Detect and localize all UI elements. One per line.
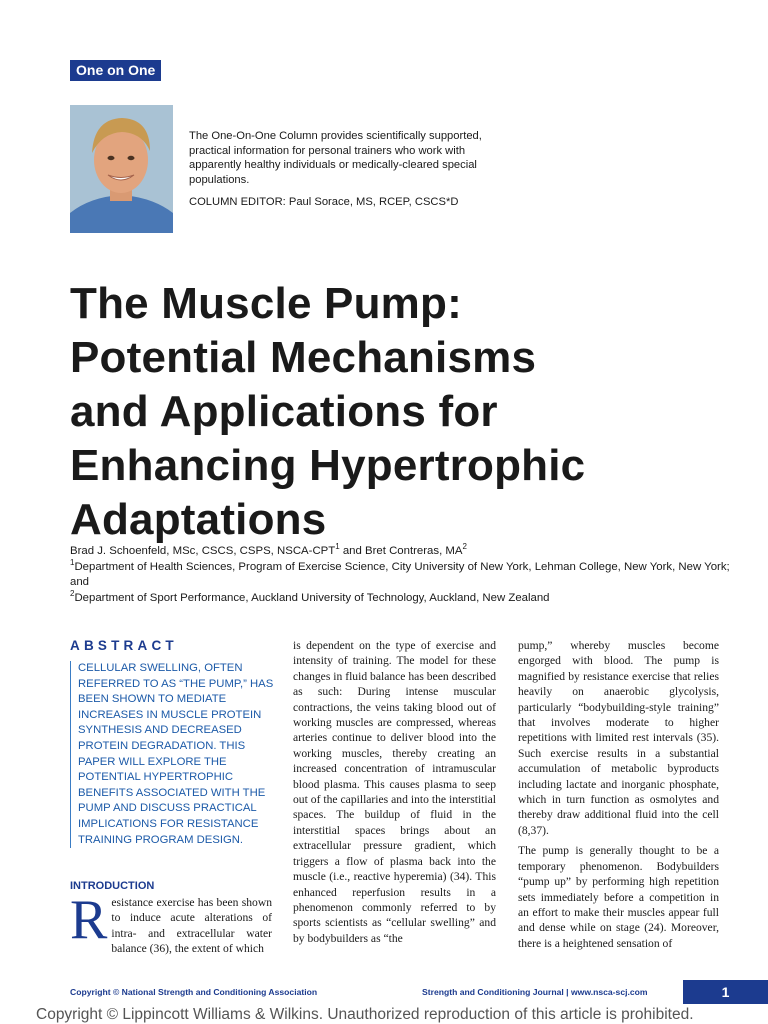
footer-copyright: Copyright © National Strength and Conditioning Association bbox=[70, 987, 318, 997]
title-line: Adaptations bbox=[70, 495, 327, 544]
copyright-notice: Copyright © Lippincott Williams & Wilkins. Unauthorized reproduction of this article is prohibited. bbox=[36, 1006, 694, 1023]
abstract-heading: ABSTRACT bbox=[70, 638, 178, 653]
abstract-text: CELLULAR SWELLING, OFTEN REFERRED TO AS “THE PUMP,” HAS BEEN SHOWN TO MEDIATE INCREASES IN MUSCLE PROTEIN SYNTHESIS AND DECREASED PROTEIN DEGRADATION. THIS PAPER WILL EXPLORE THE POTENTIAL HYPERTROPHIC BENEFITS ASSOCIATED WITH THE PUMP AND DISCUSS PRACTICAL IMPLICATIONS FOR RESISTANCE TRAINING PROGRAM DESIGN. bbox=[70, 661, 276, 848]
author-photo bbox=[70, 105, 173, 233]
body-paragraph: The pump is generally thought to be a temporary phenomenon. Bodybuilders “pump up” by performing high repetition sets immediately before a competition in an effort to make their muscles appear full and dense while on stage (24). Moreover, there is a heightened sensation of bbox=[518, 844, 719, 950]
author-block bbox=[70, 544, 730, 606]
body-paragraph: pump,” whereby muscles become engorged with blood. The pump is magnified by resistance exercise that relies heavily on anaerobic glycolysis, particularly “bodybuilding-style training” that involves moderate to higher repetitions with limited rest intervals (35). Such exercise results in a substantial accumulation of metabolic byproducts including lactate and inorganic phosphate, which in turn function as osmolytes and thereby draw additional fluid into the cell (8,37). bbox=[518, 639, 719, 837]
affiliation-2: $^2$Department of Sport Performance, Auckland University of Technology, Auckland, New Zealand bbox=[70, 588, 550, 604]
column-intro bbox=[189, 129, 519, 210]
body-column-3 bbox=[518, 638, 719, 951]
page-number: 1 bbox=[683, 980, 768, 1004]
column-editor: COLUMN EDITOR: Paul Sorace, MS, RCEP, CSCS*D bbox=[189, 196, 459, 209]
introduction-text: esistance exercise has been shown to induce acute alterations of intra- and extracellular water balance (36), the extent of which bbox=[111, 896, 272, 956]
footer-journal: Strength and Conditioning Journal | www.nsca-scj.com bbox=[422, 987, 648, 997]
title-line: Enhancing Hypertrophic bbox=[70, 441, 586, 490]
title-line: and Applications for bbox=[70, 387, 498, 436]
affiliation-1: $^1$Department of Health Sciences, Program of Exercise Science, City University of New York, Lehman College, New York, New York; and bbox=[70, 557, 730, 588]
title-line: Potential Mechanisms bbox=[70, 333, 537, 382]
article-title bbox=[70, 277, 760, 547]
body-column-1 bbox=[70, 889, 272, 957]
introduction-heading: INTRODUCTION bbox=[70, 880, 155, 892]
column-tag: One on One bbox=[70, 60, 161, 81]
author-line: Brad J. Schoenfeld, MSc, CSCS, CSPS, NSCA-CPT$^1$ and Bret Contreras, $MA^2$ bbox=[70, 542, 467, 557]
column-description: The One-On-One Column provides scientifically supported, practical information for personal trainers who work with apparently healthy individuals or medically-cleared special populations. bbox=[189, 130, 482, 186]
body-paragraph: is dependent on the type of exercise and intensity of training. The model for these changes in fluid balance has been described as such: During intense muscular contractions, the veins taking blood out of working muscles are compressed, whereas arteries continue to deliver blood into the working muscles, thereby creating an increased concentration of intramuscular blood plasma. This causes plasma to seep out of the capillaries and into the interstitial spaces. The buildup of fluid in the interstitial spaces brings about an extracellular pressure gradient, which triggers a flow of plasma back into the muscle (i.e., reactive hyperemia) (34). This enhanced reperfusion results in a phenomenon commonly referred to by sports scientists as “cellular swelling” and by bodybuilders as “the bbox=[293, 639, 496, 945]
drop-cap: R bbox=[70, 889, 108, 951]
title-line: The Muscle Pump: bbox=[70, 279, 462, 328]
portrait-image bbox=[70, 105, 173, 233]
body-column-2 bbox=[293, 638, 496, 946]
